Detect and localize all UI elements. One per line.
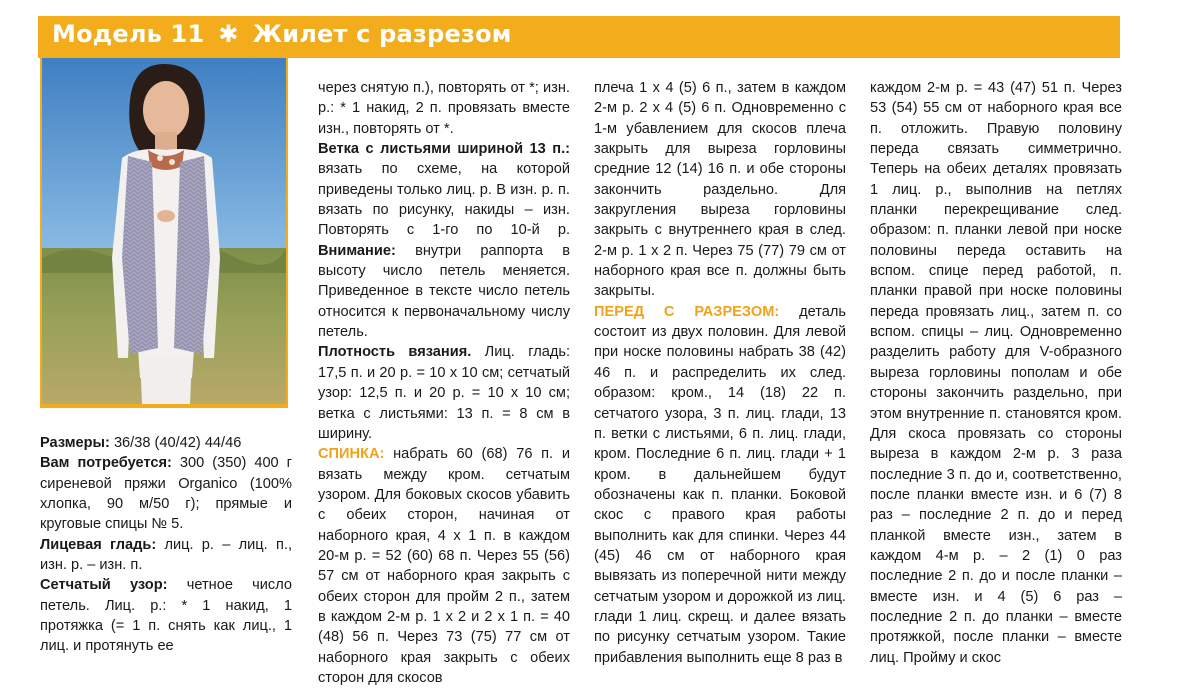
text-column-2 xyxy=(318,78,570,688)
stockinette-paragraph xyxy=(40,535,292,576)
back-paragraph xyxy=(318,444,570,688)
back-value: набрать 60 (68) 76 п. и вязать между кром. сетчатым узором. Для боковых скосов убавить с обеих сторон, начиная от наборного края, 4 х 1 п. в каждом 20-м р. = 52 (60) 68 п. Через 55 (56) 57 см от наборного края закрыть с обеих сторон для пройм 2 п., затем в каждом 2-м р. 1 х 2 и 2 х 1 п. = 40 (48) 56 п. Через 73 (75) 77 см от наборного края закрыть с обеих сторон для скосов xyxy=(318,446,570,686)
leaf-branch-label: Ветка с листьями шириной 13 п.: xyxy=(318,141,570,158)
back-continuation-paragraph: плеча 1 х 4 (5) 6 п., затем в каждом 2-м р. 2 х 4 (5) 6 п. Одновременно с 1-м убавлением для скосов плеча закрыть для выреза горловины средние 12 (14) 16 п. и обе стороны закончить раздельно. Для закругления выреза горловины закрыть с внутреннего края в след. 2-м р. 1 х 2 п. Через 75 (77) 79 см от наборного края все п. должны быть закрыты. xyxy=(594,80,846,300)
mesh-pattern-value: четное число петель. Лиц. р.: * 1 накид, 1 протяжка (= 1 п. снять как лиц., 1 лиц. и протянуть ее xyxy=(40,577,293,655)
stockinette-value: лиц. р. – лиц. п., изн. р. – изн. п. xyxy=(40,536,293,574)
stockinette-label: Лицевая гладь: xyxy=(40,536,157,553)
mesh-pattern-label: Сетчатый узор: xyxy=(40,577,168,594)
star-icon: ✱ xyxy=(218,20,239,48)
front-paragraph xyxy=(594,302,846,668)
front-continuation-paragraph: каждом 2-м р. = 43 (47) 51 п. Через 53 (54) 55 см от наборного края все п. отложить. Правую половину переда связать симметрично. Теперь на обеих деталях провязать 1 лиц. р., выполнив на петлях планки перекрещивание след. образом: п. планки левой при носке половины переда оставить на вспом. спице перед работой, п. планки правой при носке половины переда провязать лиц., затем п. со вспом. спицы – лиц. Одновременно разделить работу для V-образного выреза горловины пополам и обе стороны закончить раздельно, при этом внутренние п. становятся кром. Для скоса провязать со стороны выреза в каждом 2-м р. 3 раза последние 3 п. до и, соответственно, после планки вместе изн. и 6 (7) 8 раз – последние 2 п. до и перед планкой вместе изн., затем в каждом 4-м р. – 2 (1) 0 раз последние 2 п. до и после планки – вместе изн. и 4 (5) 6 раз – последние 2 п. до планки – вместе протяжкой, после планки – вместе лиц. Пройму и скос xyxy=(870,80,1122,666)
page-title xyxy=(52,20,512,48)
materials-label: Вам потребуется: xyxy=(40,455,172,472)
photo-frame xyxy=(40,58,288,408)
materials-paragraph xyxy=(40,453,292,534)
attention-value: внутри раппорта в высоту число петель меняется. Приведенное в тексте число петель относится к первоначальному числу петель. xyxy=(318,242,570,341)
model-number: Модель 11 xyxy=(52,20,205,48)
gauge-value: Лиц. гладь: 17,5 п. и 20 р. = 10 х 10 см; сетчатый узор: 12,5 п. и 20 р. = 10 х 10 см; ветка с листьями: 13 п. = 8 см в ширину. xyxy=(318,344,571,442)
mesh-pattern-paragraph xyxy=(40,575,292,656)
woman-in-knitted-vest-photo xyxy=(42,58,286,404)
text-column-4 xyxy=(870,78,1122,668)
gauge-label: Плотность вязания. xyxy=(318,344,472,361)
materials-value: 300 (350) 400 г сиреневой пряжи Organico (100% хлопка, 90 м/50 г); прямые и круговые спицы № 5. xyxy=(40,455,292,533)
back-heading: СПИНКА: xyxy=(318,446,385,463)
text-column-3 xyxy=(594,78,846,668)
sizes-label: Размеры: xyxy=(40,435,110,451)
mesh-continuation-paragraph: через снятую п.), повторять от *; изн. р.: * 1 накид, 2 п. провязать вместе изн., повторять от *. xyxy=(318,80,570,137)
title-banner xyxy=(38,16,1120,58)
front-value: деталь состоит из двух половин. Для левой при носке половины набрать 38 (42) 46 п. и распределить их след. образом: кром., 14 (18) 22 п. сетчатого узора, 3 п. лиц. глади, 13 п. ветки с листьями, 6 п. лиц. глади, кром. Последние 6 п. лиц. глади + 1 кром. в дальнейшем будут обозначены как п. планки. Боковой скос с правого края работы выполнить как для спинки. Через 44 (45) 46 см от наборного края вывязать из поперечной нити между сетчатым узором и дорожкой из лиц. глади 1 лиц. скрещ. и далее вязать по рисунку сетчатым узором. Такие прибавления выполнить еще 8 раз в xyxy=(594,303,846,666)
left-text-column xyxy=(40,433,292,657)
gauge-paragraph xyxy=(318,342,570,444)
attention-label: Внимание: xyxy=(318,242,396,259)
pattern-title: Жилет с разрезом xyxy=(252,20,512,48)
sizes-paragraph xyxy=(40,433,292,453)
model-photo xyxy=(42,58,286,404)
leaf-branch-paragraph xyxy=(318,139,570,342)
sizes-value: 36/38 (40/42) 44/46 xyxy=(109,435,242,451)
front-heading: ПЕРЕД С РАЗРЕЗОМ: xyxy=(594,303,780,320)
leaf-branch-value: вязать по схеме, на которой приведены только лиц. р. В изн. р. п. вязать по рисунку, накиды – изн. Повторять с 1-го по 10-й р. xyxy=(318,161,570,239)
